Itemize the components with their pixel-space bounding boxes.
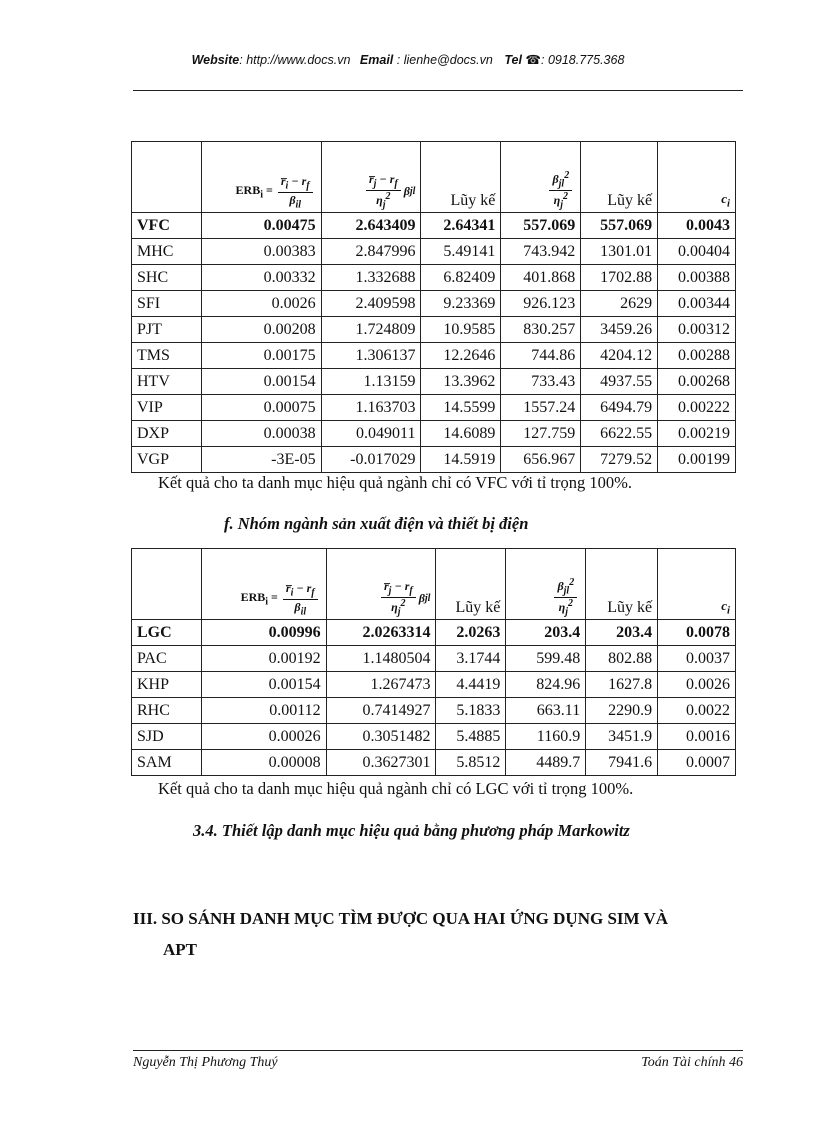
subheading-3-4: 3.4. Thiết lập danh mục hiệu quả bằng phương pháp Markowitz — [193, 821, 630, 840]
website-label: Website — [191, 53, 240, 67]
cell-name: KHP — [132, 672, 202, 698]
cumulative-header-2: Lũy kế — [581, 142, 658, 213]
cell-c5: 2290.9 — [586, 698, 658, 724]
cell-erb: 0.00175 — [201, 343, 321, 369]
cell-c2: 2.0263314 — [326, 620, 436, 646]
header-rule — [133, 90, 743, 91]
cell-erb: 0.00383 — [201, 239, 321, 265]
cell-c4: 599.48 — [506, 646, 586, 672]
cell-c6: 0.0007 — [658, 750, 736, 776]
cell-c4: 557.069 — [501, 213, 581, 239]
tel-value: : 0918.775.368 — [541, 53, 625, 67]
cell-name: VGP — [132, 447, 202, 473]
cell-c3: 5.4885 — [436, 724, 506, 750]
cell-c3: 5.8512 — [436, 750, 506, 776]
cell-c2: 1.306137 — [321, 343, 421, 369]
beta-ratio-header: $\frac{\beta_{jl}^2}{\eta_j^2}$ — [501, 142, 581, 213]
cell-c3: 14.5599 — [421, 395, 501, 421]
cell-name: PAC — [132, 646, 202, 672]
cell-c5: 7941.6 — [586, 750, 658, 776]
cell-c2: 0.3051482 — [326, 724, 436, 750]
table-row — [132, 447, 736, 473]
cell-name: DXP — [132, 421, 202, 447]
cell-c6: 0.00219 — [658, 421, 736, 447]
ratio-header: $\frac{r̅_j - r_f}{\eta_j^2}$ β jl — [321, 142, 421, 213]
table-row — [132, 395, 736, 421]
cell-c2: 2.643409 — [321, 213, 421, 239]
cell-c2: 1.163703 — [321, 395, 421, 421]
cell-c3: 2.64341 — [421, 213, 501, 239]
cell-c6: 0.00312 — [658, 317, 736, 343]
table-row — [132, 646, 736, 672]
cell-c4: 663.11 — [506, 698, 586, 724]
result-paragraph-1: Kết quả cho ta danh mục hiệu quả ngành chỉ có VFC với tỉ trọng 100%. — [158, 473, 632, 492]
erb-header: $ERB_i$ = $\frac{r̅_i - r_f}{\beta_{il}}$ — [201, 142, 321, 213]
cell-c4: 203.4 — [506, 620, 586, 646]
cell-c5: 3459.26 — [581, 317, 658, 343]
cell-c4: 1160.9 — [506, 724, 586, 750]
cell-c6: 0.0026 — [658, 672, 736, 698]
table-row — [132, 369, 736, 395]
cell-c3: 14.5919 — [421, 447, 501, 473]
table-ceo-sector-1 — [131, 141, 736, 473]
cell-c5: 802.88 — [586, 646, 658, 672]
table-row — [132, 239, 736, 265]
page-header — [0, 52, 816, 67]
cell-c3: 9.23369 — [421, 291, 501, 317]
beta-ratio-header: $\frac{\beta_{jl}^2}{\eta_j^2}$ — [506, 549, 586, 620]
cell-erb: 0.00996 — [201, 620, 326, 646]
cell-c6: 0.00388 — [658, 265, 736, 291]
cell-c5: 1702.88 — [581, 265, 658, 291]
cell-c6: 0.0078 — [658, 620, 736, 646]
cell-c3: 6.82409 — [421, 265, 501, 291]
section-iii-line-2: APT — [163, 940, 197, 959]
cell-c4: 401.868 — [501, 265, 581, 291]
cell-c4: 830.257 — [501, 317, 581, 343]
ratio-header: $\frac{r̅_j - r_f}{\eta_j^2}$ β jl — [326, 549, 436, 620]
cell-c4: 4489.7 — [506, 750, 586, 776]
cell-c6: 0.0022 — [658, 698, 736, 724]
cell-c6: 0.0043 — [658, 213, 736, 239]
cell-c4: 743.942 — [501, 239, 581, 265]
cell-c2: 0.7414927 — [326, 698, 436, 724]
cell-erb: 0.00208 — [201, 317, 321, 343]
cell-name: PJT — [132, 317, 202, 343]
cell-c5: 1627.8 — [586, 672, 658, 698]
cell-name: LGC — [132, 620, 202, 646]
table-header-row — [132, 142, 736, 213]
table-row — [132, 672, 736, 698]
table-row — [132, 698, 736, 724]
footer-course: Toán Tài chính 46 — [641, 1055, 743, 1070]
cell-c3: 5.1833 — [436, 698, 506, 724]
cell-c5: 6622.55 — [581, 421, 658, 447]
cell-c5: 203.4 — [586, 620, 658, 646]
section-iii-line-1: III. SO SÁNH DANH MỤC TÌM ĐƯỢC QUA HAI ỨNG DỤNG SIM VÀ — [133, 909, 669, 928]
cell-c2: 1.13159 — [321, 369, 421, 395]
cell-c5: 1301.01 — [581, 239, 658, 265]
cell-name: SHC — [132, 265, 202, 291]
erb-header: $ERB_i$ = $\frac{r̅_i - r_f}{\beta_{il}}$ — [201, 549, 326, 620]
cumulative-header-2: Lũy kế — [586, 549, 658, 620]
cell-c3: 12.2646 — [421, 343, 501, 369]
cell-c2: 1.1480504 — [326, 646, 436, 672]
cell-c5: 4937.55 — [581, 369, 658, 395]
cell-erb: 0.00112 — [201, 698, 326, 724]
table-row — [132, 265, 736, 291]
cell-c2: -0.017029 — [321, 447, 421, 473]
cell-erb: 0.00038 — [201, 421, 321, 447]
cell-name: HTV — [132, 369, 202, 395]
cell-name: MHC — [132, 239, 202, 265]
cumulative-header-1: Lũy kế — [421, 142, 501, 213]
cell-c3: 10.9585 — [421, 317, 501, 343]
cell-c3: 5.49141 — [421, 239, 501, 265]
section-iii-heading — [133, 909, 668, 960]
cell-c6: 0.0037 — [658, 646, 736, 672]
cell-c6: 0.00199 — [658, 447, 736, 473]
cell-erb: 0.00008 — [201, 750, 326, 776]
cell-name: SFI — [132, 291, 202, 317]
cell-c5: 7279.52 — [581, 447, 658, 473]
cell-c3: 2.0263 — [436, 620, 506, 646]
cell-c4: 744.86 — [501, 343, 581, 369]
cell-c3: 3.1744 — [436, 646, 506, 672]
cell-c2: 1.267473 — [326, 672, 436, 698]
cell-erb: -3E-05 — [201, 447, 321, 473]
subheading-f: f. Nhóm ngành sản xuất điện và thiết bị điện — [224, 514, 529, 533]
cell-c5: 3451.9 — [586, 724, 658, 750]
cell-erb: 0.00026 — [201, 724, 326, 750]
cell-c5: 4204.12 — [581, 343, 658, 369]
cell-c5: 2629 — [581, 291, 658, 317]
cell-c4: 1557.24 — [501, 395, 581, 421]
cell-c2: 2.409598 — [321, 291, 421, 317]
table-ceo-sector-2 — [131, 548, 736, 776]
cell-erb: 0.00475 — [201, 213, 321, 239]
cell-name: SJD — [132, 724, 202, 750]
phone-icon: ☎ — [525, 53, 541, 67]
cell-c6: 0.00222 — [658, 395, 736, 421]
cell-erb: 0.00332 — [201, 265, 321, 291]
cell-c2: 1.332688 — [321, 265, 421, 291]
cell-c4: 127.759 — [501, 421, 581, 447]
ci-header: $c_i$ — [658, 142, 736, 213]
cell-c6: 0.0016 — [658, 724, 736, 750]
ci-header: $c_i$ — [658, 549, 736, 620]
cell-erb: 0.00154 — [201, 369, 321, 395]
cumulative-header-1: Lũy kế — [436, 549, 506, 620]
table-row — [132, 213, 736, 239]
cell-c6: 0.00288 — [658, 343, 736, 369]
cell-name: VFC — [132, 213, 202, 239]
cell-c6: 0.00344 — [658, 291, 736, 317]
cell-c5: 6494.79 — [581, 395, 658, 421]
cell-c2: 2.847996 — [321, 239, 421, 265]
cell-erb: 0.00075 — [201, 395, 321, 421]
cell-c2: 0.049011 — [321, 421, 421, 447]
table-row — [132, 620, 736, 646]
cell-erb: 0.00192 — [201, 646, 326, 672]
cell-c6: 0.00404 — [658, 239, 736, 265]
footer-rule — [133, 1050, 743, 1051]
cell-c4: 656.967 — [501, 447, 581, 473]
table-header-row — [132, 549, 736, 620]
cell-name: TMS — [132, 343, 202, 369]
cell-c3: 14.6089 — [421, 421, 501, 447]
cell-name: RHC — [132, 698, 202, 724]
website-value: : http://www.docs.vn — [239, 53, 351, 67]
cell-c3: 13.3962 — [421, 369, 501, 395]
cell-name: VIP — [132, 395, 202, 421]
cell-c2: 0.3627301 — [326, 750, 436, 776]
cell-c4: 926.123 — [501, 291, 581, 317]
cell-c5: 557.069 — [581, 213, 658, 239]
email-label: Email — [359, 53, 394, 67]
cell-c3: 4.4419 — [436, 672, 506, 698]
cell-c4: 824.96 — [506, 672, 586, 698]
table-row — [132, 317, 736, 343]
cell-name: SAM — [132, 750, 202, 776]
table-row — [132, 421, 736, 447]
tel-label: Tel — [504, 53, 522, 67]
table-row — [132, 724, 736, 750]
cell-erb: 0.00154 — [201, 672, 326, 698]
footer-author: Nguyễn Thị Phương Thuý — [133, 1055, 278, 1070]
email-value: : lienhe@docs.vn — [393, 53, 493, 67]
cell-c4: 733.43 — [501, 369, 581, 395]
table-row — [132, 750, 736, 776]
table-row — [132, 291, 736, 317]
cell-erb: 0.0026 — [201, 291, 321, 317]
table-row — [132, 343, 736, 369]
cell-c2: 1.724809 — [321, 317, 421, 343]
result-paragraph-2: Kết quả cho ta danh mục hiệu quả ngành chỉ có LGC với tỉ trọng 100%. — [158, 779, 634, 798]
cell-c6: 0.00268 — [658, 369, 736, 395]
